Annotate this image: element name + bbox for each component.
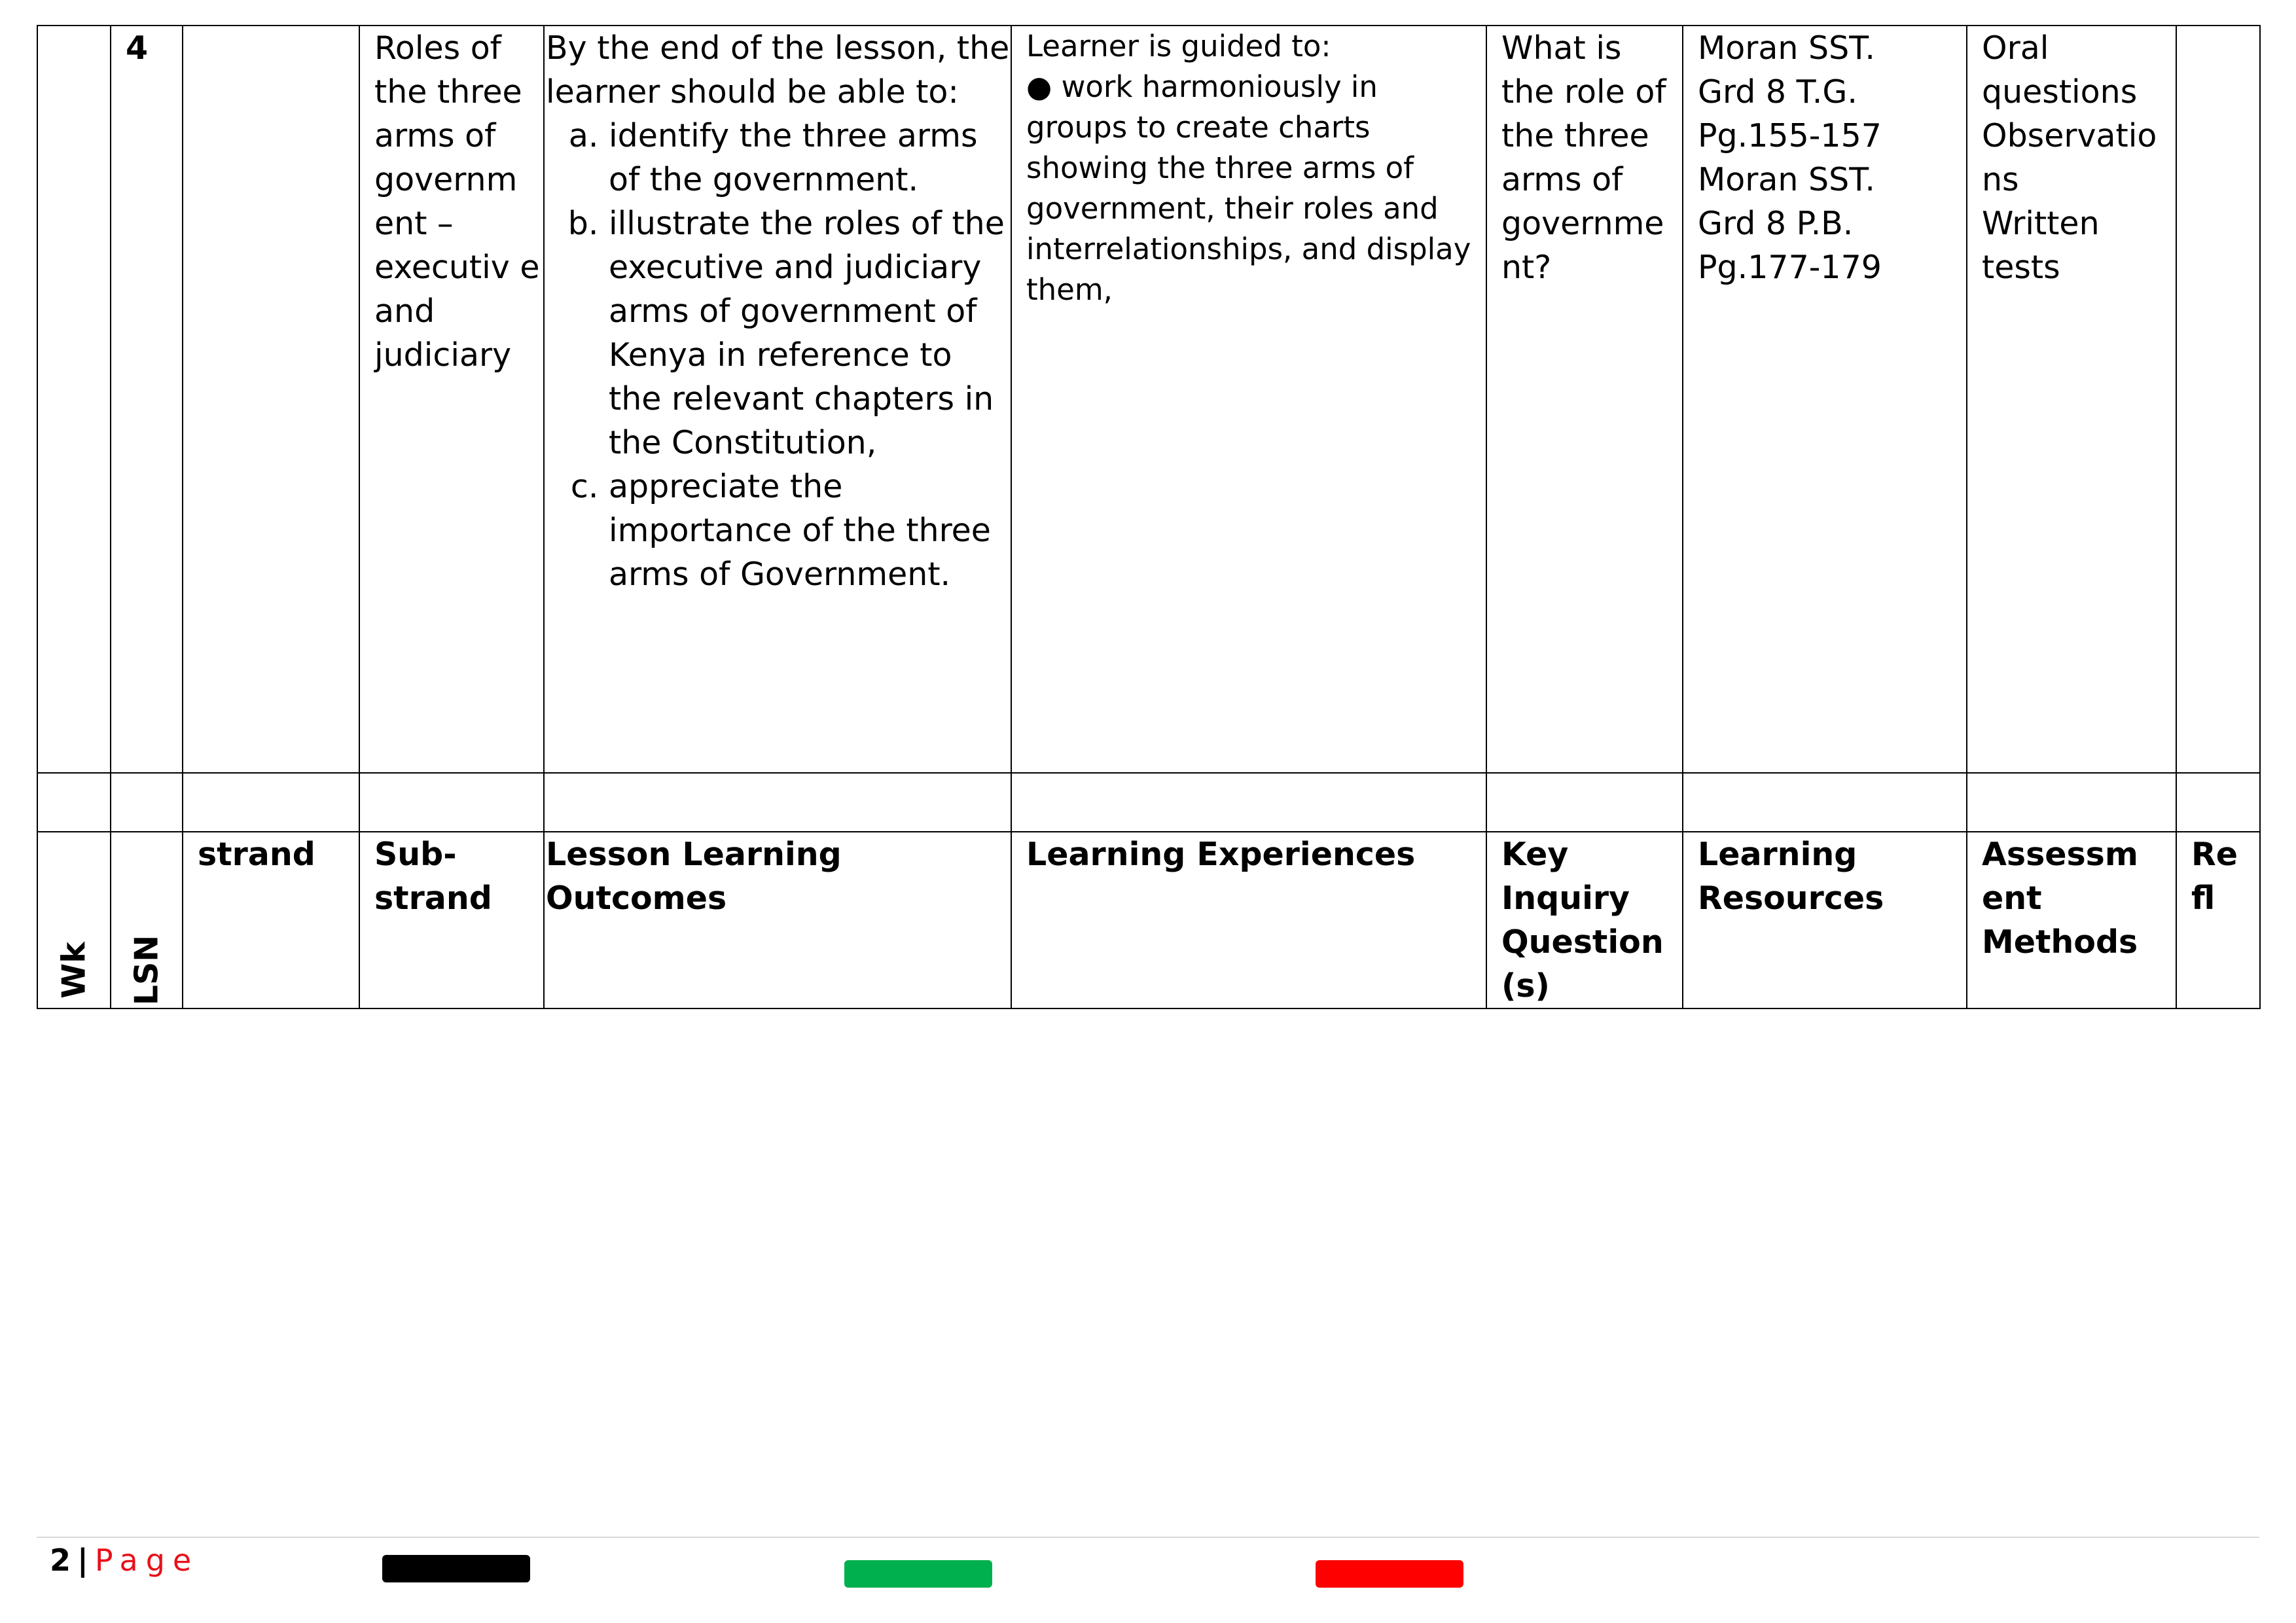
empty-cell bbox=[1683, 773, 1967, 832]
key-inquiry-question-cell: What is the role of the three arms of governme nt? bbox=[1486, 26, 1683, 773]
resource-line: Grd 8 T.G. bbox=[1698, 73, 1857, 111]
outcome-item: c. appreciate the importance of the three arms of Government. bbox=[609, 465, 1011, 596]
resource-line: Grd 8 P.B. bbox=[1698, 205, 1854, 242]
learning-resources-cell bbox=[1683, 26, 1967, 773]
outcome-item: b. illustrate the roles of the executive and judiciary arms of government of Kenya in reference to the relevant chapters in the Constitution, bbox=[609, 202, 1011, 465]
footer-separator: | bbox=[77, 1543, 88, 1578]
footer-divider bbox=[37, 1537, 2259, 1538]
learning-experiences-cell bbox=[1011, 26, 1486, 773]
header-experiences: Learning Experiences bbox=[1011, 832, 1486, 1008]
empty-cell bbox=[1011, 773, 1486, 832]
page-label: Page bbox=[94, 1543, 200, 1578]
scheme-of-work-table bbox=[37, 25, 2261, 1009]
header-lsn-label: LSN bbox=[128, 935, 166, 1006]
reflection-cell bbox=[2176, 26, 2260, 773]
flag-stripe-green bbox=[844, 1560, 992, 1588]
header-outcomes: Lesson Learning Outcomes bbox=[544, 832, 1011, 1008]
header-assessment: Assessm ent Methods bbox=[1967, 832, 2176, 1008]
flag-stripe-red bbox=[1316, 1560, 1463, 1588]
resource-line: Moran SST. bbox=[1698, 29, 1875, 67]
experiences-intro: Learner is guided to: bbox=[1026, 29, 1331, 63]
outcome-item: a. identify the three arms of the government. bbox=[609, 114, 1011, 202]
empty-cell bbox=[2176, 773, 2260, 832]
week-cell bbox=[37, 26, 111, 773]
assessment-line: Observatio bbox=[1982, 117, 2157, 154]
header-sub-strand: Sub-strand bbox=[359, 832, 544, 1008]
empty-cell bbox=[544, 773, 1011, 832]
header-resources: Learning Resources bbox=[1683, 832, 1967, 1008]
experience-item: ● work harmoniously in groups to create charts showing the three arms of government, their roles and interrelationships, and display them, bbox=[1026, 69, 1471, 307]
header-lsn bbox=[111, 832, 183, 1008]
assessment-methods-cell bbox=[1967, 26, 2176, 773]
empty-cell bbox=[1967, 773, 2176, 832]
empty-cell bbox=[1486, 773, 1683, 832]
header-row bbox=[37, 832, 2260, 1008]
strand-cell bbox=[183, 26, 359, 773]
page-number: 2 bbox=[50, 1543, 71, 1578]
assessment-line: questions bbox=[1982, 73, 2138, 111]
flag-stripe-black bbox=[382, 1555, 530, 1582]
header-key-question: Key Inquiry Question (s) bbox=[1486, 832, 1683, 1008]
assessment-line: tests bbox=[1982, 249, 2060, 286]
outcomes-list bbox=[546, 114, 1011, 596]
empty-cell bbox=[111, 773, 183, 832]
empty-cell bbox=[359, 773, 544, 832]
header-wk-label: Wk bbox=[55, 942, 93, 999]
lesson-number-cell: 4 bbox=[111, 26, 183, 773]
lesson-row bbox=[37, 26, 2260, 773]
empty-cell bbox=[37, 773, 111, 832]
assessment-line: Written bbox=[1982, 205, 2100, 242]
page-footer bbox=[50, 1541, 199, 1580]
empty-cell bbox=[183, 773, 359, 832]
sub-strand-cell: Roles of the three arms of governm ent – executiv e and judiciary bbox=[359, 26, 544, 773]
outcomes-intro: By the end of the lesson, the learner should be able to: bbox=[546, 29, 1010, 111]
resource-line: Moran SST. bbox=[1698, 161, 1875, 198]
header-strand: strand bbox=[183, 832, 359, 1008]
header-reflection: Re fl bbox=[2176, 832, 2260, 1008]
resource-line: Pg.177-179 bbox=[1698, 249, 1882, 286]
assessment-line: ns bbox=[1982, 161, 2019, 198]
empty-row bbox=[37, 773, 2260, 832]
resource-line: Pg.155-157 bbox=[1698, 117, 1882, 154]
header-wk bbox=[37, 832, 111, 1008]
assessment-line: Oral bbox=[1982, 29, 2049, 67]
learning-outcomes-cell bbox=[544, 26, 1011, 773]
